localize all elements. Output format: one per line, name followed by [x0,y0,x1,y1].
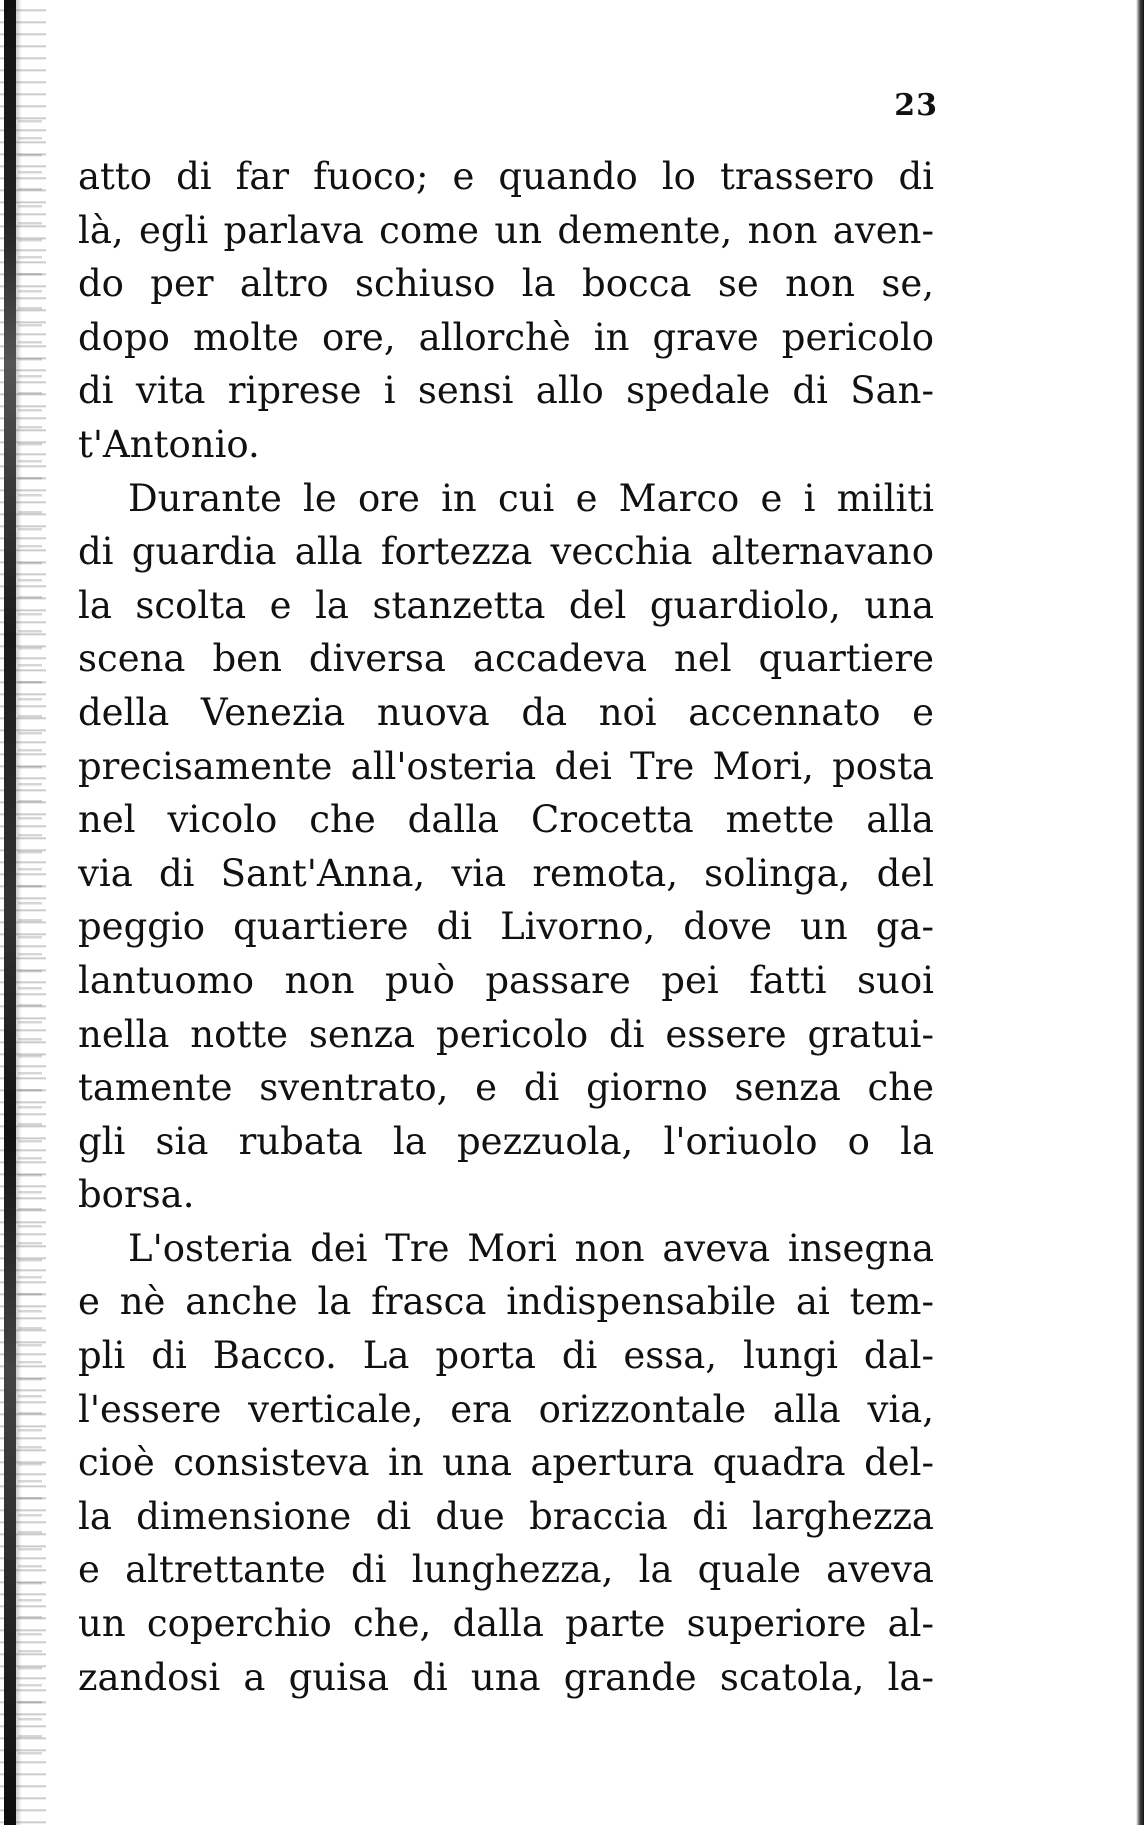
text-line: nella notte senza pericolo di essere gratui- [78,1012,934,1056]
text-line: di vita riprese i sensi allo spedale di San- [78,369,934,413]
text-line: peggio quartiere di Livorno, dove un ga- [78,905,934,949]
text-line: via di Sant'Anna, via remota, solinga, del [78,851,934,895]
body-text [78,150,934,1780]
text-line: do per altro schiuso la bocca se non se, [78,262,934,306]
text-line: e altrettante di lunghezza, la quale aveva [78,1548,934,1592]
text-line: nel vicolo che dalla Crocetta mette alla [78,798,934,842]
text-line: precisamente all'osteria dei Tre Mori, posta [78,744,934,788]
text-line: gli sia rubata la pezzuola, l'oriuolo o la [78,1119,934,1163]
text-line: l'essere verticale, era orizzontale alla via, [78,1387,934,1431]
text-line: là, egli parlava come un demente, non aven- [78,208,934,252]
text-line: zandosi a guisa di una grande scatola, la- [78,1655,934,1699]
text-line: t'Antonio. [78,422,260,466]
scan-right-edge [1136,0,1144,1825]
text-line: e nè anche la frasca indispensabile ai tem- [78,1280,934,1324]
text-line: scena ben diversa accadeva nel quartiere [78,637,934,681]
text-line: atto di far fuoco; e quando lo trassero di [78,155,934,198]
text-line: lantuomo non può passare pei fatti suoi [78,958,934,1002]
paragraph-start: L'osteria dei Tre Mori non aveva insegna [128,1226,934,1270]
text-line: dopo molte ore, allorchè in grave pericolo [78,315,934,359]
scan-speckle [18,120,42,1760]
text-line: di guardia alla fortezza vecchia alternavano [78,530,934,574]
text-line: tamente sventrato, e di giorno senza che [78,1066,934,1110]
text-line: la dimensione di due braccia di larghezza [78,1494,934,1538]
text-line: la scolta e la stanzetta del guardiolo, una [78,583,934,627]
text-line: cioè consisteva in una apertura quadra del- [78,1441,934,1485]
page-number: 23 [894,88,938,123]
binding-shadow [4,0,16,1825]
paragraph-start: Durante le ore in cui e Marco e i militi [128,476,934,520]
text-line: pli di Bacco. La porta di essa, lungi dal- [78,1334,934,1378]
text-line: della Venezia nuova da noi accennato e [78,690,934,734]
text-line: un coperchio che, dalla parte superiore al- [78,1602,934,1646]
text-line: borsa. [78,1173,195,1217]
